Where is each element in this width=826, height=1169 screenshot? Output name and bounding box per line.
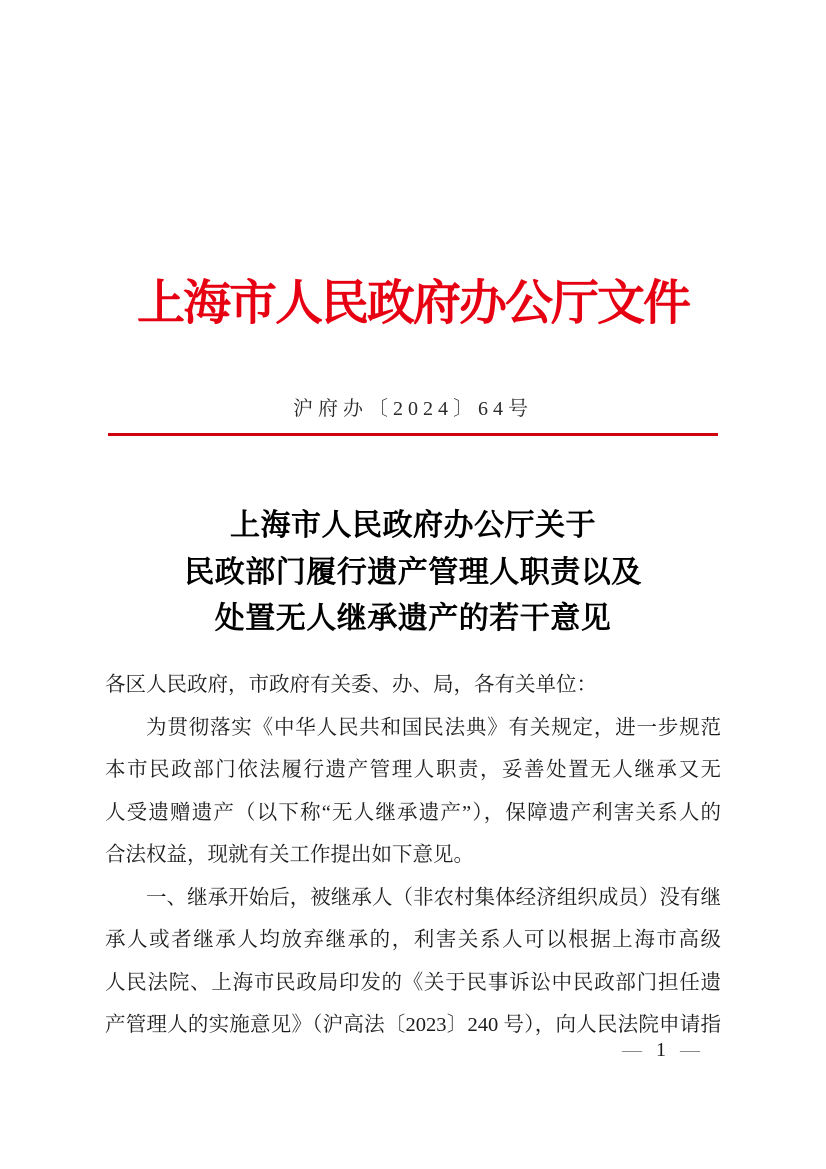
body-line: 本市民政部门依法履行遗产管理人职责，妥善处置无人继承又无 <box>105 759 721 781</box>
page-number-value: 1 <box>656 1039 666 1061</box>
document-title-line: 处置无人继承遗产的若干意见 <box>214 602 612 635</box>
document-number: 沪府办〔2024〕64号 <box>293 398 533 420</box>
red-divider-line <box>108 433 718 436</box>
body-line: 承人或者继承人均放弃继承的，利害关系人可以根据上海市高级 <box>105 929 721 951</box>
document-masthead-title: 上海市人民政府办公厅文件 <box>136 277 689 330</box>
document-title-line: 上海市人民政府办公厅关于 <box>230 509 596 542</box>
page-number-dash: — <box>622 1039 642 1061</box>
body-line: 人民法院、上海市民政局印发的《关于民事诉讼中民政部门担任遗 <box>105 971 721 994</box>
document-body <box>105 664 721 1047</box>
body-line: 人受遗赠遗产（以下称“无人继承遗产”），保障遗产利害关系人的 <box>105 801 721 824</box>
body-line: 为贯彻落实《中华人民共和国民法典》有关规定，进一步规范 <box>146 716 721 739</box>
page-number <box>622 1037 700 1063</box>
page-number-dash: — <box>680 1039 700 1061</box>
body-line-salutation: 各区人民政府，市政府有关委、办、局，各有关单位： <box>105 674 597 696</box>
document-title <box>0 503 826 643</box>
document-title-line: 民政部门履行遗产管理人职责以及 <box>184 555 642 589</box>
body-line: 一、继承开始后，被继承人（非农村集体经济组织成员）没有继 <box>146 886 721 909</box>
body-line: 合法权益，现就有关工作提出如下意见。 <box>105 844 474 866</box>
body-line: 产管理人的实施意见》（沪高法〔2023〕240 号），向人民法院申请指 <box>105 1014 721 1036</box>
